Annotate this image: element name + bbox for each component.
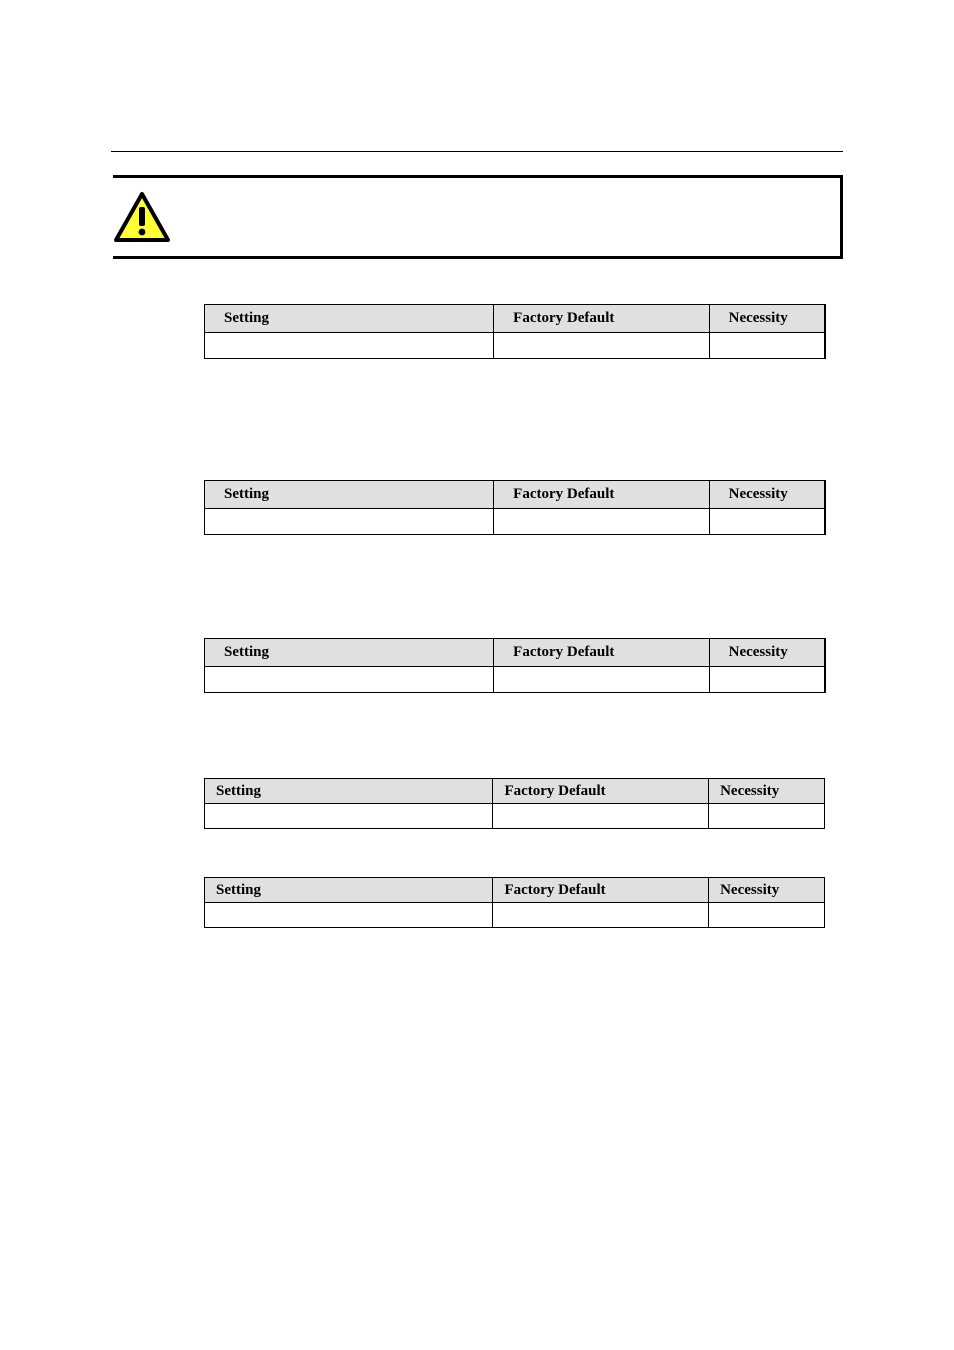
header-necessity: Necessity	[709, 878, 825, 903]
header-factory-default: Factory Default	[493, 878, 709, 903]
table-header-row	[205, 305, 826, 333]
settings-table-2	[204, 480, 826, 535]
warning-triangle-icon	[113, 191, 171, 243]
cell-factory-default	[493, 804, 709, 829]
cell-necessity	[709, 509, 825, 535]
cell-factory-default	[494, 509, 709, 535]
settings-table-5	[204, 877, 825, 928]
cell-factory-default	[493, 903, 709, 928]
header-factory-default: Factory Default	[494, 639, 709, 667]
cell-necessity	[709, 667, 825, 693]
cell-setting	[205, 333, 494, 359]
table-header-row	[205, 481, 826, 509]
cell-necessity	[709, 333, 825, 359]
header-necessity: Necessity	[709, 639, 825, 667]
cell-factory-default	[494, 667, 709, 693]
header-setting: Setting	[205, 639, 494, 667]
header-necessity: Necessity	[709, 481, 825, 509]
settings-table-1	[204, 304, 826, 359]
header-setting: Setting	[205, 305, 494, 333]
cell-setting	[205, 509, 494, 535]
settings-table-3	[204, 638, 826, 693]
header-factory-default: Factory Default	[493, 779, 709, 804]
table-header-row	[205, 639, 826, 667]
cell-necessity	[709, 903, 825, 928]
header-necessity: Necessity	[709, 779, 825, 804]
header-factory-default: Factory Default	[494, 305, 709, 333]
table-row	[205, 333, 826, 359]
settings-table-4	[204, 778, 825, 829]
table-header-row	[205, 779, 825, 804]
header-setting: Setting	[205, 878, 493, 903]
table-row	[205, 667, 826, 693]
cell-factory-default	[494, 333, 709, 359]
header-rule	[111, 151, 843, 152]
cell-setting	[205, 667, 494, 693]
table-row	[205, 509, 826, 535]
table-row	[205, 804, 825, 829]
header-factory-default: Factory Default	[494, 481, 709, 509]
cell-setting	[205, 804, 493, 829]
header-necessity: Necessity	[709, 305, 825, 333]
table-row	[205, 903, 825, 928]
table-header-row	[205, 878, 825, 903]
cell-necessity	[709, 804, 825, 829]
header-setting: Setting	[205, 779, 493, 804]
cell-setting	[205, 903, 493, 928]
warning-box	[113, 175, 843, 259]
header-setting: Setting	[205, 481, 494, 509]
